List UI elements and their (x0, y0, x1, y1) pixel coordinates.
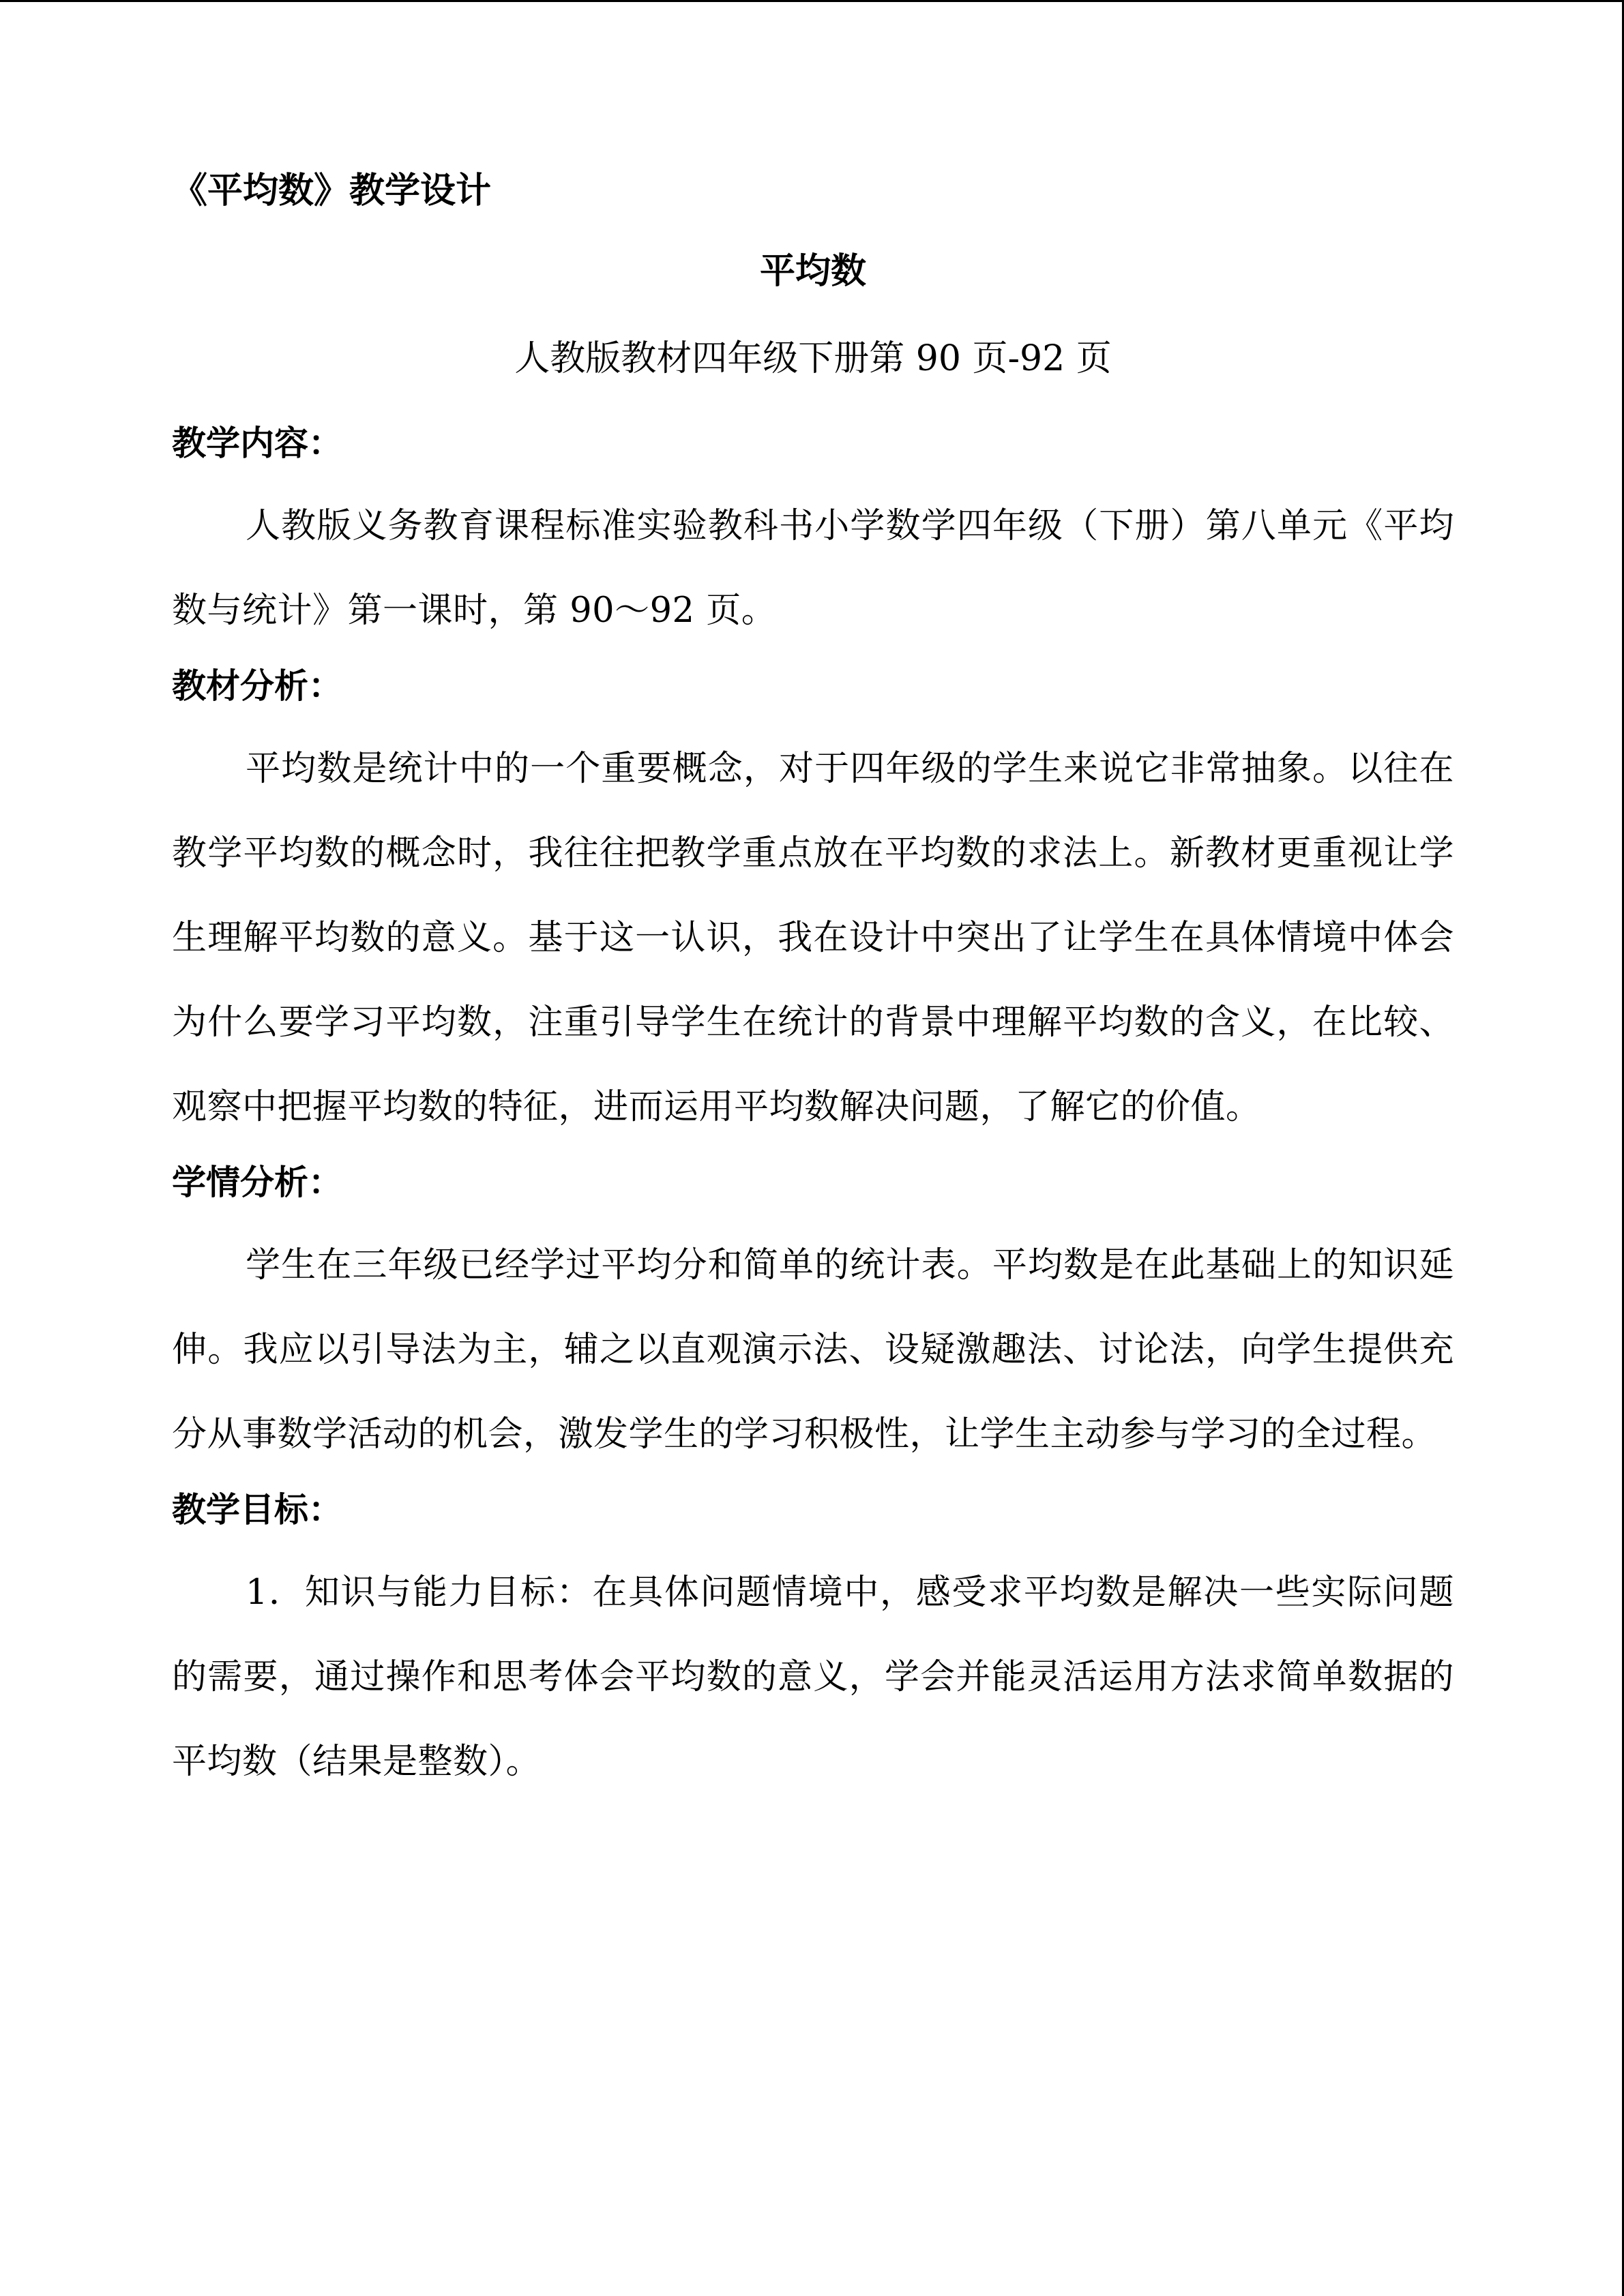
lesson-title: 平均数 (759, 251, 866, 292)
section-heading-student-analysis: 学情分析： (172, 1163, 342, 1202)
section-paragraph-teaching-goals: 1．知识与能力目标：在具体问题情境中，感受求平均数是解决一些实际问题的需要，通过操作和思考体会平均数的意义，学会并能灵活运用方法求简单数据的平均数（结果是整数）。 (172, 1572, 1454, 1782)
document-body (172, 164, 1454, 1813)
section-heading-teaching-goals: 教学目标： (172, 1490, 342, 1530)
page-border-top (0, 0, 1624, 2)
document-title: 《平均数》教学设计 (172, 170, 492, 211)
section-paragraph-material-analysis: 平均数是统计中的一个重要概念，对于四年级的学生来说它非常抽象。以往在教学平均数的概念时，我往往把教学重点放在平均数的求法上。新教材更重视让学生理解平均数的意义。基于这一认识，我在设计中突出了让学生在具体情境中体会为什么要学习平均数，注重引导学生在统计的背景中理解平均数的含义，在比较、观察中把握平均数的特征，进而运用平均数解决问题，了解它的价值。 (172, 749, 1454, 1127)
section-heading-content: 教学内容： (172, 423, 342, 463)
section-heading-material-analysis: 教材分析： (172, 666, 342, 706)
lesson-source: 人教版教材四年级下册第 90 页-92 页 (514, 338, 1112, 379)
section-paragraph-student-analysis: 学生在三年级已经学过平均分和简单的统计表。平均数是在此基础上的知识延伸。我应以引导法为主，辅之以直观演示法、设疑激趣法、讨论法，向学生提供充分从事数学活动的机会，激发学生的学习积极性，让学生主动参与学习的全过程。 (172, 1245, 1454, 1455)
section-paragraph-content: 人教版义务教育课程标准实验教科书小学数学四年级（下册）第八单元《平均数与统计》第一课时，第 90～92 页。 (172, 506, 1454, 631)
